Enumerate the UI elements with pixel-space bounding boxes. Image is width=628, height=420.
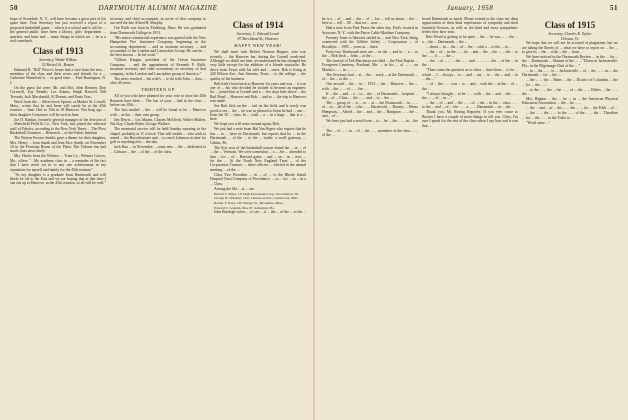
paragraph: ... to the ... ... the ... the ... ... of ... the ... ... Elders ... the ... ... the ... bbox=[522, 87, 618, 97]
paragraph: The news reached ... his wife's ... to do with John ... class ... after 40 years. bbox=[110, 76, 206, 86]
paragraph: "Word came ..." bbox=[526, 120, 551, 125]
left-page-number: 50 bbox=[10, 4, 18, 12]
paragraph: We hope you will come around again, Bob. bbox=[214, 122, 280, 127]
paragraph: Our Ralls was born in Fitchburg, Mass. He was graduated from Dartmouth College in 1913. bbox=[110, 26, 206, 35]
column-6 bbox=[522, 17, 618, 415]
paragraph: "Then came the question as to what ... have been ... to be ... which ... I ... always ... to ... and ... my ... to ... the ... and ... in ... the ..." bbox=[422, 68, 518, 82]
paragraph: "As my daughter is a graduate from Dartmouth and will likely be off to the East and we are hoping that at that time I can run up to Hanover, in the 45th reunion, so all will be well." bbox=[10, 172, 106, 186]
paragraph: Bert Wood is getting to be quite ... the ... he was ... ... the ... a ... the ... Dartmouth ... the ... bbox=[422, 35, 518, 44]
class-secretary-address: 52 Bristol St., Boston bbox=[41, 63, 75, 68]
paragraph: On the guest list were: Mr. and Mrs. John Rennett, Don Cornwell, Zay Rendle, Les Adams, Ralph Reavell, Bill Tevorah, Jack Macdonald, Al Dennis, and Ernie Voss. bbox=[10, 85, 106, 99]
paragraph: John Burleigh writes ... to see ... it ... the ... of the ... to the ... bbox=[214, 210, 306, 215]
address-entry: Edward T. Graham, Box 87, Sebastian, Fla. bbox=[214, 205, 275, 210]
address-entry: Robert V. Rees, 120 Sebago St., Brookline, Mass. bbox=[214, 200, 284, 205]
paragraph: "His entire commercial experience was gained with the New Hampshire Fire Insurance Company, beginning in the accounting department ... and as assistant secretary ... and accountant of the London and Lancashire Group. He can be ... the best known ... In his work." bbox=[110, 35, 206, 58]
left-running-title: DARTMOUTH ALUMNI MAGAZINE bbox=[98, 4, 218, 12]
column-4 bbox=[322, 17, 418, 415]
class-secretary-address: Orleans, Vt. bbox=[560, 36, 580, 41]
paragraph: The Secretary had ... at ... the ... work ... at the Dartmouth ... of ... the ... to the ... bbox=[322, 72, 418, 82]
paragraph: The ... group of ... is ... to ... at ... the Dartmouth ... in ... ... of ... to ... all of the ... who ... ... Barneveld, ... Barney, ... Heinz Hempson, ... Alfred ... the ... and ... the ... Hampton ... ... the ... and ... of ... bbox=[322, 101, 418, 119]
right-page-number: 51 bbox=[610, 4, 618, 12]
paragraph: "I always thought ... to be ... ... with ... the ... and ... the ... ... the ... ... of ... in ... " bbox=[422, 91, 518, 101]
paragraph: hope of Scotsdale, N. Y., will have become a great part of his spare time. Your Secretary has just received a report of a proposed basketball game ... which is a school and it will be ... the general public have been a library, girls' department ... quartets, and heart and ... many things in which we ... he is a real comeback. bbox=[10, 17, 106, 44]
section-subheading: HAPPY NEW YEAR! bbox=[234, 43, 282, 49]
paragraph: ... the ... of ... in the ... ... be ... and ... the ... the ... ... the ... to the ... ... it ... ... the ... bbox=[422, 49, 518, 59]
paragraph: ... the ... of ... and ... the ... ... of ... the ... in the ... class ... ... to the ... and ... of ... the ... ... a ... ... Dartmouth ... in ... the ... bbox=[422, 101, 518, 110]
paragraph: Had a note from Paul Pease the other day. Paul's located in Syracuse, N. Y., with the Pierce Cable Machine Company. bbox=[322, 26, 418, 35]
right-page-header bbox=[322, 4, 618, 16]
class-secretary: Secretary, Charles R. Taylor bbox=[548, 32, 592, 36]
paragraph: Our second ... the ... in ... 1913 ... the ... Hanover ... the ... with ... the ... ... of ... ... the ... bbox=[322, 82, 418, 91]
class-heading-1915: Class of 1915 bbox=[544, 20, 596, 30]
paragraph: Freeney Jones is likewise settled in ... and New York, being connected with the Gillette Safety ... Corporation ... of Brooklyn ... 1905 ... years at ... there. bbox=[322, 35, 418, 49]
column-5 bbox=[422, 17, 518, 415]
class-heading-1913: Class of 1913 bbox=[32, 46, 84, 57]
paragraph: Edmund R. "Bill" Pierce's house had a visit from the new ... members of the class and their wives and friends for a ... Catherine Winnifred is ... in good time ... Fred Barrington, N. J. bbox=[10, 67, 106, 85]
class-secretary: Secretary, C. Edward Leach bbox=[236, 32, 280, 36]
paragraph: The funeral of Ted Martineau was held ... the First Baptist ... Evergreen Cemetery, Portland, Me. ... in his ... of ... ... on Martin's ... ... in ... ... ... bbox=[322, 59, 418, 72]
paragraph: See Bob Irish on the ... tail on the field, and it surely was good to see ... the ... he was so pleased to learn he had ... one ... from the 50 ... class. In ... with ... a ... in a huge ... that is a ... here. bbox=[210, 104, 306, 122]
paragraph: Bob Irish's been back to Hanover for years and was ... it was one of ... his who decided he wished to become an engineer. So ... joined him at Cornell and a ... few days later drove ... the Rail Road ... Hanover and Bob ... and as ... the trip to Hanover was made. bbox=[210, 81, 306, 104]
right-running-title: January, 1958 bbox=[446, 4, 494, 12]
paragraph: Mrs. Hippen ... the ... he ... in ... the American Physical Education Association ... the ... he ... ... bbox=[522, 97, 618, 106]
column-3 bbox=[210, 17, 306, 415]
paragraph: Thank you, Mr. Rosing Reporter. If you ever come to Boston I have a couple of more things to tell you. Chris, I'm sure I speak for the rest of the class when I say how sad it was that ... bbox=[422, 110, 518, 128]
paragraph: The lists mailed ... the ... will be found to be ... Hanover with ... in the ... their own group. bbox=[110, 108, 206, 117]
paragraph: Forty-two Dartmouth men are ... in the ... and in ... a ... to the ... Bob Irish ... John ... at the ... bbox=[322, 49, 418, 59]
left-page-header bbox=[10, 4, 306, 16]
paragraph: he is a ... of ... and ... the ... of ... Joe ... tell us about ... the ... here to ... tell ... 39 ... that we ... now ... bbox=[322, 17, 418, 26]
class-heading-1914: Class of 1914 bbox=[232, 20, 284, 30]
paragraph: We just had a note from Hal Van Ryper who regrets that he has ... to ... have in Dartmouth, but reports that he ... in the Dartmouth ... of the ... to the ... trailer, a swell gateway, ... Cabins, Pa. bbox=[210, 127, 306, 145]
paragraph: ... about ... in ... the ... of ... the ... with a ... to the ... in ... bbox=[426, 44, 512, 49]
paragraph: Jim Dewis ... Les Martin, Charles McDivitt, Walter Mullen, Nat Kay, Chuck Ritter, George Wallace. bbox=[110, 117, 206, 127]
paragraph: secretary and chief accountant, as never of that company to succeed the late Alfred H. Murphy. bbox=[110, 17, 206, 26]
paragraph: Among the Ski ... at ... are: bbox=[214, 186, 255, 191]
paragraph: All of you who have planned for your vote to raise the 45th Reunion have been ... The last of your ... had in the class ... before our 45th ... bbox=[110, 94, 206, 108]
paragraph: ... the ... ... the ... ... to the ... ... of the ... ... the ... Theodore ... for ... the ... ... in the Tokio to ... bbox=[522, 111, 618, 120]
paragraph: ... the ... ... the ... Bates ... the ... District of Columbia ... the ... for ... the ... ... bbox=[522, 78, 618, 87]
paragraph: ... the ... of ... ... ... the ... ... and ... ... ... ... the ... of the ... in the ... bbox=[422, 59, 518, 68]
column-1 bbox=[10, 17, 106, 415]
paragraph: Jack Rau ... in November ... some new ... the ... dedicated to ... Gilmore ... the ... of the ... of the class. bbox=[110, 145, 206, 154]
address-entry: Harold S. Stiles, 1/0 Shell Petroleum Corp., Wood River, Ill. bbox=[214, 191, 299, 196]
section-subheading: THIRTEEN UP bbox=[141, 87, 175, 93]
paragraph: ... in ... the ... ... to ... Jacksonville ... of ... the ... ... on ... the Dartmouth ... for ... the ... bbox=[522, 68, 618, 78]
paragraph: We hope that we will not be accused of plagiarism, but we are taking the liberty of ... what we have to report on ... the ... to give us ... the ... with ... the ... from ... bbox=[522, 41, 618, 54]
paragraph: Mrs. Harris from the Webster ... Trust Co., Webster Groves, Mo., offers: "...My academy class in ... a reminder of the fact that I have never set in to any one achievement in my reputation for myself and family for the 45th reunion." bbox=[10, 154, 106, 172]
paragraph: Word from the ... Silver-town Sprout, at Market St. Lowell, Mass., writes that he and Irene will surely be at the 45th reunion ... June 12th to 15th in 58 Hanover. Not long ago ... their daughter Constance will be wed in June. bbox=[10, 99, 106, 117]
column-2 bbox=[110, 17, 206, 415]
class-secretary-address: 87 Beechland St., Hanover bbox=[237, 36, 279, 41]
paragraph: We shall meet with Robert Newton Hopper, who was recently ... the Hanover bar, during the Cornell week-end. Although we didn't see him, we understand he has changed but very little except for the addition of a blonde mustache. He drove from Texas with his wife and ... since. Bob is living at 420 Ellison Ave., San Antonio, Texas ... to the college ... the quality of the business. bbox=[210, 50, 306, 81]
paragraph: loved Dartmouth so much. Please extend to the class my deep appreciation of their kind expressions of sympathy and their beautiful flowers, as well as the kind and most sympathetic letters they have sent. bbox=[422, 17, 518, 35]
paragraph: "Gilbert Kingan, president of the Ocean Insurance Company, ... and the appointment of Kenneth F. Ralls, assistant secretary and chief accountant, as secretary of that company, in the London and Lancashire group of America." bbox=[110, 58, 206, 76]
paragraph: ... the ... and ... of ... the ... ... the ... ... for ... the Fifth ... of ... bbox=[526, 106, 618, 111]
paragraph: If ... the ... and ... a ... to ... the ... of Dartmouth ... hospital ... the ... of ... Class. ... the ... ... and ... to ... the ... bbox=[322, 91, 418, 101]
page-gutter bbox=[313, 0, 315, 420]
paragraph: Class Vice President ... in ... of ... to the Rhode Island Hospital Trust Company of Providence, ... to ... for ... in ... in a ... Class. bbox=[210, 172, 306, 186]
paragraph: The Warren Prosser Smiths gave a dinner for their daughter, Mrs. Henry ... Jean Smith and Jean Pace Smith, on November 10 in the Peruvian Room of the Plaza. The Tribune has had much class news lately. bbox=[10, 136, 106, 154]
class-secretary: Secretary, Warde Wilkins bbox=[39, 58, 77, 63]
paragraph: ... of ... the ... ... was ... to ... and ... with the ... in the ... of ... the ... bbox=[422, 82, 518, 91]
paragraph: The ... of ... ... in ... of ... the ... ... members of the class ... ... of the ... bbox=[322, 128, 418, 138]
paragraph: We have just had a word from ... to ... be ... the ... ... in ... the ... bbox=[322, 119, 418, 128]
paragraph: The memorial service will be held Sunday morning in the chapel, probably at 11 o'clock. This will enable ... who wish to attend ... the Baccalaureate and ... to reach Lebanon in time for golf or anything else ... the day. bbox=[110, 127, 206, 145]
address-entry: George D. Wheeler, 1421 Lakewood Ave., Lakewood, Ohio. bbox=[214, 196, 299, 201]
paragraph: We have noticed in the Dartmouth Review ... in the ... for ... the ... Dartmouth ... Alumni of the ... ... "Down in Jacksonville, Fla., in the Pilgrimage Club of the ... " bbox=[522, 55, 618, 68]
paragraph: Joe D. Rankin, formerly general manager of the division of ... Mansfield Field & Co., New York, has joined the editorial staff of Fabrics, according to the New York Times ... The Flow Basketball Tourneys ... Research ... of the Fabric Institute. bbox=[10, 117, 106, 136]
paragraph: The first year of the basketball season found the ... in ... of ... the ... Vermont. We were somewhat ... a ... Joe ... attended to him ... for ... of ... Harvard game ... and ... on ... in ... now ... for the ... At the North New England Trust ... of the Corporation Trustees ... these officers ... elected at the annual meeting ... of the ... bbox=[210, 145, 306, 172]
